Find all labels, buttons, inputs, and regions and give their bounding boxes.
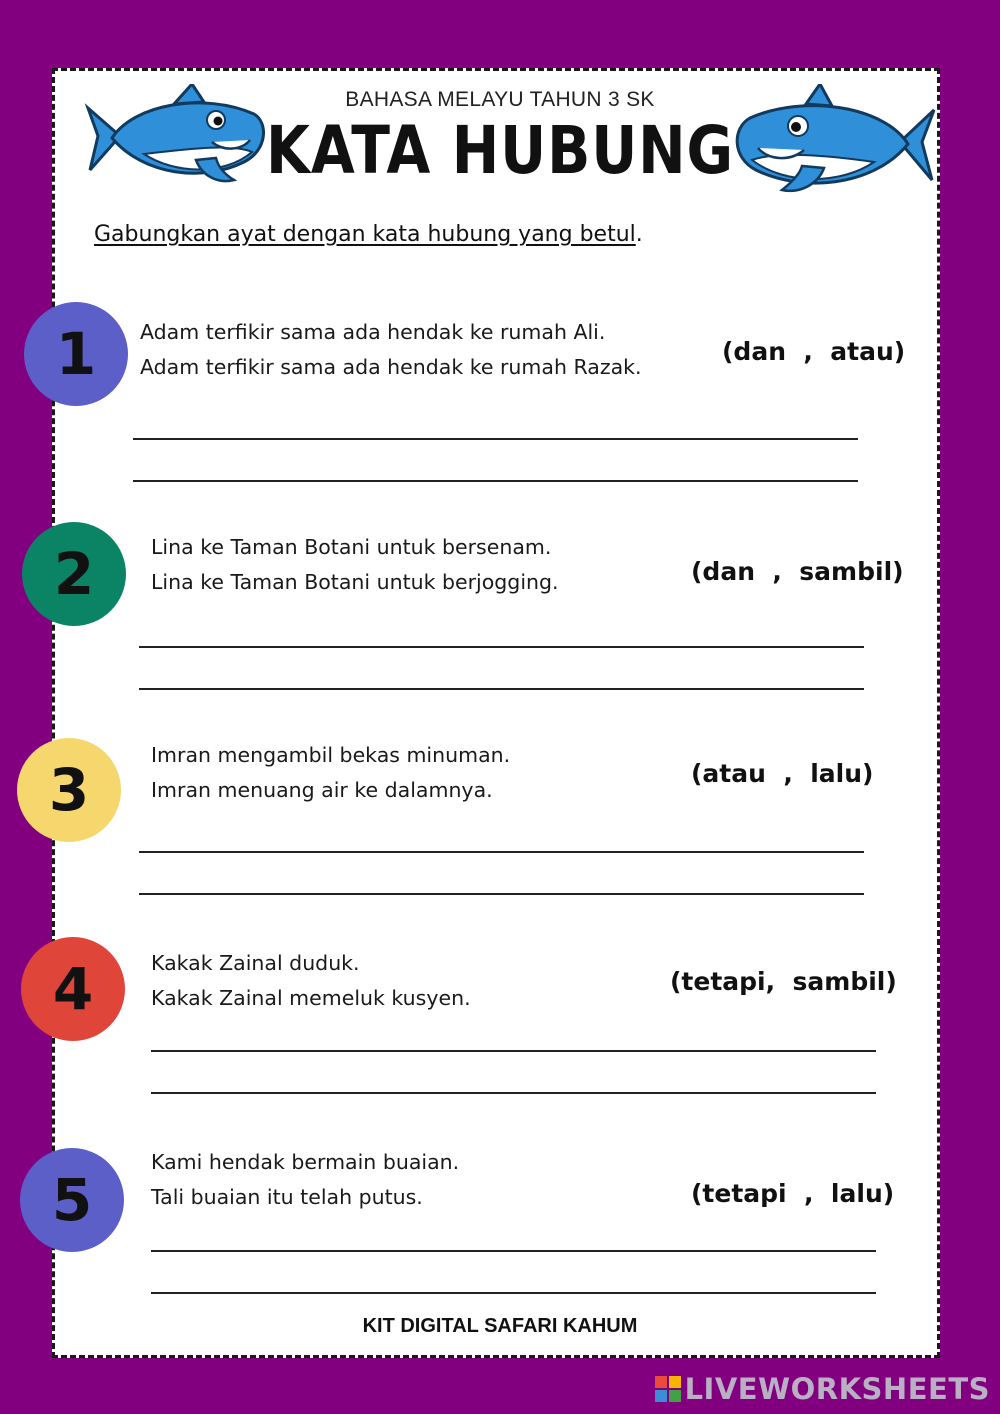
conjunction-choices: (atau , lalu) (691, 759, 874, 788)
question-number-badge: 4 (21, 937, 125, 1041)
answer-line[interactable] (139, 688, 864, 690)
answer-line[interactable] (151, 1292, 876, 1294)
instruction-period: . (635, 222, 643, 247)
answer-line[interactable] (133, 480, 858, 482)
question-sentence: Tali buaian itu telah putus. (151, 1185, 423, 1209)
question-sentence: Kakak Zainal memeluk kusyen. (151, 986, 471, 1010)
watermark-text: LIVEWORKSHEETS (684, 1372, 990, 1406)
instruction (94, 222, 643, 247)
answer-line[interactable] (151, 1092, 876, 1094)
conjunction-choices: (tetapi, sambil) (670, 967, 897, 996)
question-number-badge: 2 (22, 522, 126, 626)
page-title: KATA HUBUNG (265, 112, 735, 189)
answer-line[interactable] (139, 851, 864, 853)
question-sentence: Kami hendak bermain buaian. (151, 1150, 460, 1174)
answer-line[interactable] (139, 893, 864, 895)
conjunction-choices: (tetapi , lalu) (691, 1179, 895, 1208)
conjunction-choices: (dan , sambil) (691, 557, 904, 586)
answer-line[interactable] (133, 438, 858, 440)
footer-credit: KIT DIGITAL SAFARI KAHUM (362, 1315, 638, 1337)
subject-subtitle: BAHASA MELAYU TAHUN 3 SK (345, 88, 655, 111)
question-sentence: Adam terfikir sama ada hendak ke rumah Ali. (140, 320, 606, 344)
question-sentence: Lina ke Taman Botani untuk berjogging. (151, 570, 559, 594)
answer-line[interactable] (139, 646, 864, 648)
conjunction-choices: (dan , atau) (722, 337, 906, 366)
answer-line[interactable] (151, 1250, 876, 1252)
liveworksheets-logo-icon (655, 1376, 681, 1402)
watermark (655, 1372, 990, 1406)
question-sentence: Imran menuang air ke dalamnya. (151, 778, 493, 802)
answer-line[interactable] (151, 1050, 876, 1052)
instruction-text: Gabungkan ayat dengan kata hubung yang betul (94, 222, 636, 247)
question-sentence: Lina ke Taman Botani untuk bersenam. (151, 535, 552, 559)
question-sentence: Imran mengambil bekas minuman. (151, 743, 511, 767)
question-sentence: Adam terfikir sama ada hendak ke rumah Razak. (140, 355, 642, 379)
question-number-badge: 3 (17, 738, 121, 842)
question-sentence: Kakak Zainal duduk. (151, 951, 360, 975)
question-number-badge: 1 (24, 302, 128, 406)
question-number-badge: 5 (20, 1148, 124, 1252)
